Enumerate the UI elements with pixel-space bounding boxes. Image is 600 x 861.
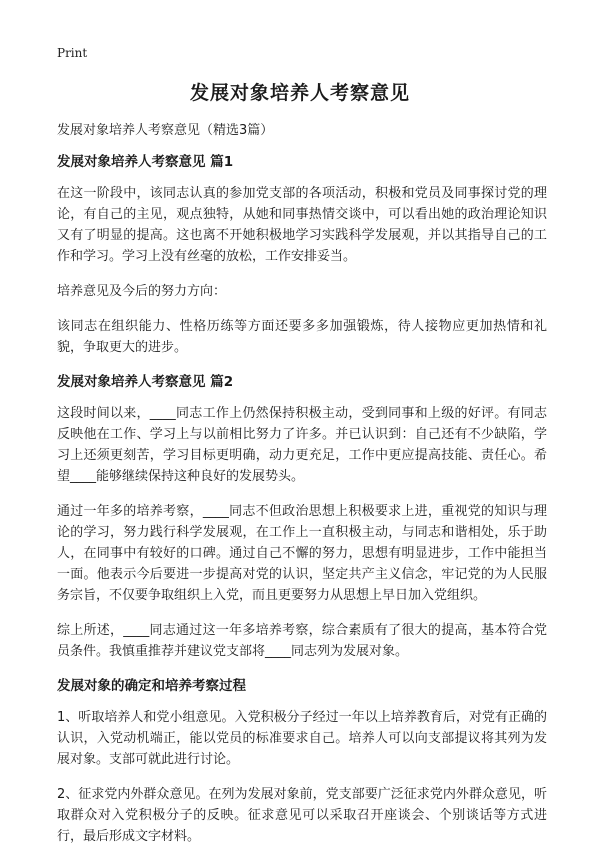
paragraph: 该同志在组织能力、性格历练等方面还要多多加强锻炼，待人接物应更加热情和礼貌，争取更大的进步。 [57,319,547,355]
page-title: 发展对象培养人考察意见 [189,82,410,104]
paragraph: 通过一年多的培养考察，____同志不但政治思想上积极要求上进，重视党的知识与理论的学习，努力践行科学发展观，在工作上一直积极主动，与同志和谐相处，乐于助人，在同事中有较好的口碑。通过自己不懈的努力，思想有明显进步，工作中能担当一面。他表示今后要进一步提高对党的认识，坚定共产主义信念，牢记党的为人民服务宗旨，不仅要争取组织上入党，而且更要努力从思想上早日加入党组织。 [57,504,547,603]
paragraph: 2、征求党内外群众意见。在列为发展对象前，党支部要广泛征求党内外群众意见，听取群众对入党积极分子的反映。征求意见可以采取召开座谈会、个别谈话等方式进行，最后形成文字材料。 [57,787,547,844]
paragraph: 这段时间以来，____同志工作上仍然保持积极主动，受到同事和上级的好评。有同志反映他在工作、学习上与以前相比努力了许多。并已认识到：自己还有不少缺陷，学习上还须更刻苦，学习目标更明确，动力更充足，工作中更应提高技能、责任心。希望____能够继续保持这种良好的发展势头。 [57,406,547,484]
section-heading-1: 发展对象培养人考察意见 篇1 [57,154,234,170]
paragraph: 在这一阶段中，该同志认真的参加党支部的各项活动，积极和党员及同事探讨党的理论，有自己的主见，观点独特，从她和同事热情交谈中，可以看出她的政治理论知识又有了明显的提高。这也离不开她积极地学习实践科学发展观，并以其指导自己的工作和学习。学习上没有丝毫的放松，工作安排妥当。 [57,186,547,264]
paragraph: 培养意见及今后的努力方向： [57,284,227,299]
section-heading-3: 发展对象的确定和培养考察过程 [57,678,246,694]
paragraph: 1、听取培养人和党小组意见。入党积极分子经过一年以上培养教育后，对党有正确的认识，入党动机端正，能以党员的标准要求自己。培养人可以向支部提议将其列为发展对象。支部可就此进行讨论。 [57,710,547,767]
article-body [57,120,547,861]
paragraph: 综上所述，____同志通过这一年多培养考察，综合素质有了很大的提高，基本符合党员条件。我慎重推荐并建议党支部将____同志列为发展对象。 [57,623,547,659]
article-subtitle: 发展对象培养人考察意见（精选3篇） [57,123,274,138]
print-link[interactable]: Print [57,46,88,60]
section-heading-2: 发展对象培养人考察意见 篇2 [57,374,234,390]
